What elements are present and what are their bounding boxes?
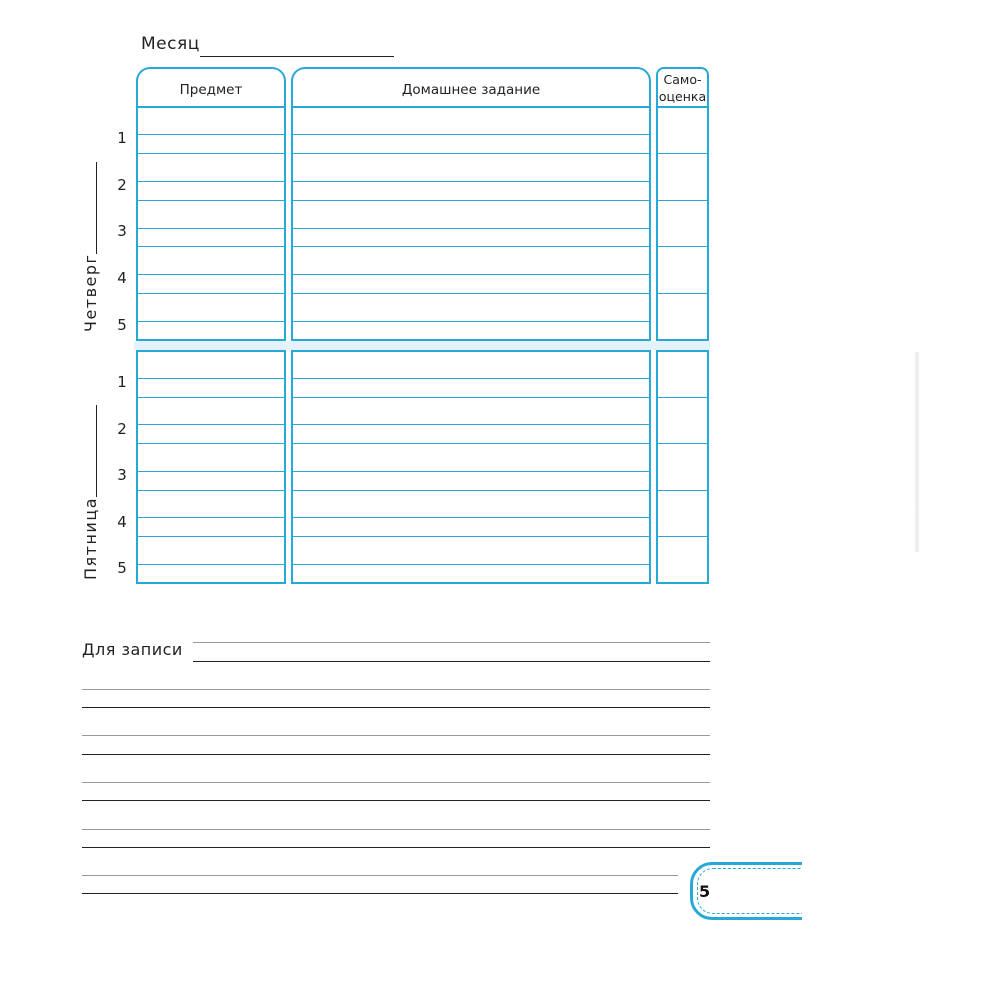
thursday-subject-column[interactable]: [136, 106, 286, 341]
writing-line: [138, 274, 284, 275]
row-separator: [138, 536, 284, 537]
row-separator: [658, 246, 707, 247]
writing-line: [293, 424, 649, 425]
month-label: Месяц: [141, 34, 200, 54]
row-separator: [658, 443, 707, 444]
notes-write-line[interactable]: [82, 893, 678, 894]
friday-lesson-number: 5: [117, 559, 127, 577]
writing-line: [138, 181, 284, 182]
row-separator: [138, 397, 284, 398]
row-separator: [138, 490, 284, 491]
writing-line: [293, 134, 649, 135]
notes-guide-line: [82, 829, 710, 830]
friday-self-assessment-column[interactable]: [656, 350, 709, 584]
row-separator: [293, 246, 649, 247]
writing-line: [293, 321, 649, 322]
writing-line: [138, 134, 284, 135]
row-separator: [138, 153, 284, 154]
writing-line: [293, 517, 649, 518]
friday-subject-column[interactable]: [136, 350, 286, 584]
notes-write-line[interactable]: [82, 847, 710, 848]
day-separator-band: [134, 341, 710, 350]
row-separator: [293, 536, 649, 537]
row-separator: [293, 200, 649, 201]
friday-lesson-number: 2: [117, 420, 127, 438]
notes-label: Для записи: [82, 640, 183, 659]
row-separator: [658, 200, 707, 201]
page-number: 5: [699, 882, 711, 901]
writing-line: [138, 424, 284, 425]
row-separator: [138, 246, 284, 247]
friday-label: Пятница: [81, 496, 100, 580]
writing-line: [138, 321, 284, 322]
row-separator: [138, 293, 284, 294]
writing-line: [293, 228, 649, 229]
friday-lesson-number: 1: [117, 373, 127, 391]
writing-line: [293, 181, 649, 182]
writing-line: [138, 471, 284, 472]
page-edge: [802, 840, 1000, 950]
row-separator: [293, 293, 649, 294]
row-separator: [658, 397, 707, 398]
writing-line: [293, 471, 649, 472]
thursday-date-line[interactable]: [96, 162, 97, 254]
friday-date-line[interactable]: [96, 405, 97, 497]
notes-write-line[interactable]: [82, 800, 710, 801]
thursday-lesson-number: 5: [117, 316, 127, 334]
thursday-self-assessment-column[interactable]: [656, 106, 709, 341]
thursday-lesson-number: 3: [117, 222, 127, 240]
notes-write-line[interactable]: [193, 661, 710, 662]
notes-guide-line: [82, 735, 710, 736]
row-separator: [658, 490, 707, 491]
row-separator: [658, 536, 707, 537]
notes-write-line[interactable]: [82, 707, 710, 708]
writing-line: [138, 378, 284, 379]
notes-write-line[interactable]: [82, 754, 710, 755]
row-separator: [138, 443, 284, 444]
notes-guide-line: [193, 642, 710, 643]
thursday-lesson-number: 4: [117, 269, 127, 287]
writing-line: [138, 517, 284, 518]
thursday-lesson-number: 2: [117, 176, 127, 194]
homework-header-label: Домашнее задание: [401, 82, 541, 98]
writing-line: [138, 228, 284, 229]
row-separator: [293, 153, 649, 154]
row-separator: [138, 200, 284, 201]
thursday-homework-column[interactable]: [291, 106, 651, 341]
friday-lesson-number: 4: [117, 513, 127, 531]
friday-homework-column[interactable]: [291, 350, 651, 584]
notes-guide-line: [82, 782, 710, 783]
writing-line: [138, 564, 284, 565]
self-assessment-header-line2: оценка: [658, 89, 707, 104]
row-separator: [658, 293, 707, 294]
writing-line: [293, 564, 649, 565]
thursday-label: Четверг: [81, 253, 100, 332]
paper-edge-shadow: [914, 352, 920, 552]
subject-header-label: Предмет: [179, 82, 243, 98]
thursday-lesson-number: 1: [117, 129, 127, 147]
friday-lesson-number: 3: [117, 466, 127, 484]
row-separator: [658, 153, 707, 154]
notes-guide-line: [82, 875, 678, 876]
self-assessment-header-line1: Само-: [663, 72, 702, 87]
writing-line: [293, 274, 649, 275]
month-input-line[interactable]: [200, 56, 394, 57]
notes-guide-line: [82, 689, 710, 690]
row-separator: [293, 397, 649, 398]
row-separator: [293, 490, 649, 491]
writing-line: [293, 378, 649, 379]
row-separator: [293, 443, 649, 444]
